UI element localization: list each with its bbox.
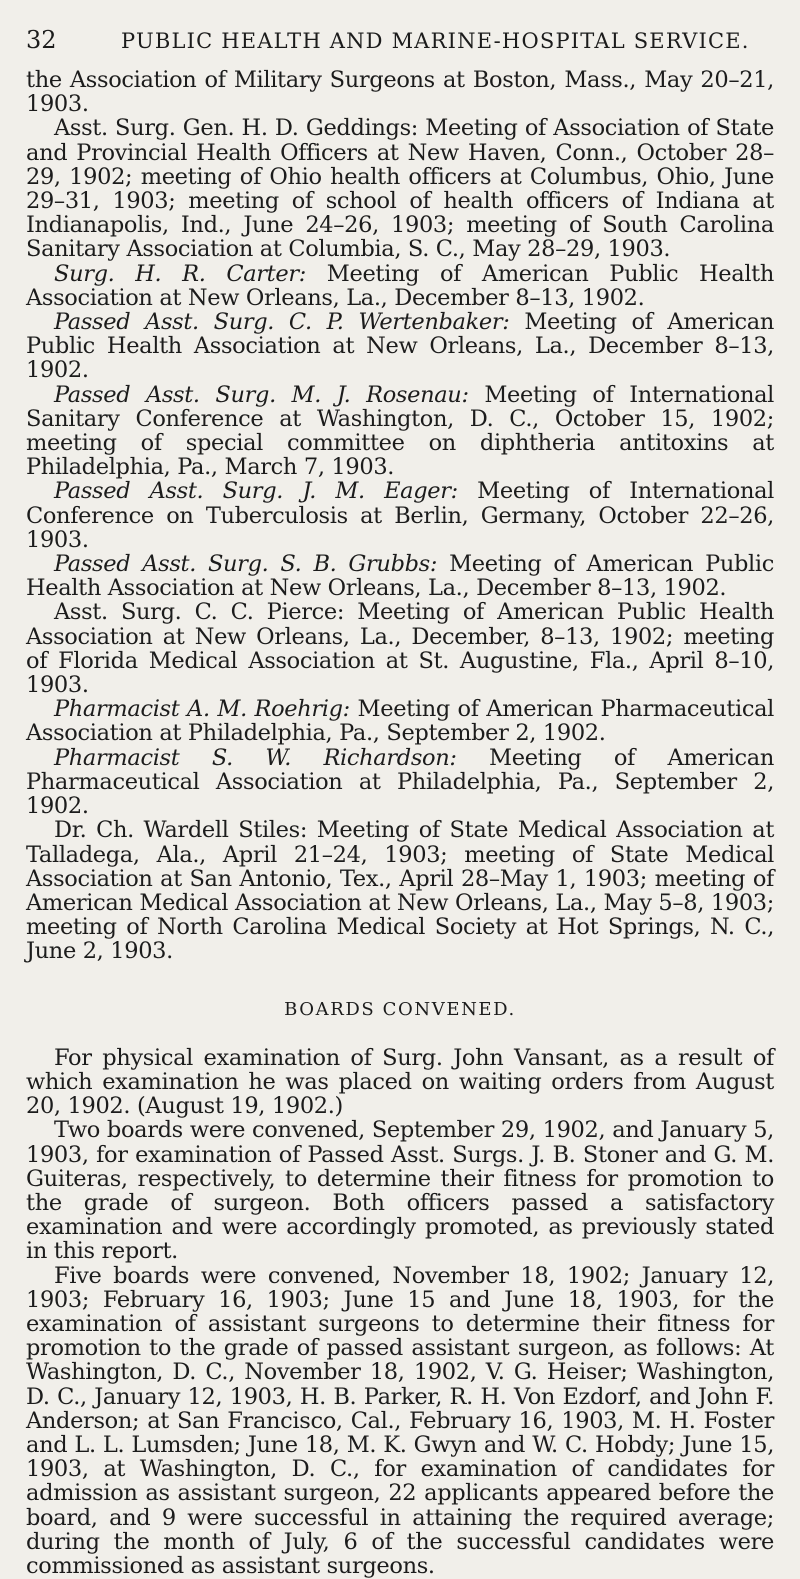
meeting-paragraph: [26, 310, 774, 383]
meeting-officer: Dr. Ch. Wardell Stiles:: [54, 817, 308, 844]
meeting-officer: Passed Asst. Surg. C. P. Wertenbaker:: [54, 309, 510, 336]
meeting-paragraph: [26, 262, 774, 310]
meeting-paragraph: [26, 600, 774, 697]
meeting-paragraph: [26, 479, 774, 552]
meeting-text: Meeting of State Medical Association at Talladega, Ala., April 21–24, 1903; meeting of State Medical Association at San Antonio, Tex., April 28–May 1, 1903; meeting of American Medical Association at New Orleans, La., May 5–8, 1903; meeting of North Carolina Medical Society at Hot Springs, N. C., June 2, 1903.: [26, 817, 775, 965]
board-paragraph: Two boards were convened, September 29, 1902, and January 5, 1903, for examination of Passed Asst. Surgs. J. B. Stoner and G. M. Guiteras, respectively, to determine their fitness for promotion to the grade of surgeon. Both officers passed a satisfactory examination and were accordingly promoted, as previously stated in this report.: [26, 1117, 774, 1265]
meeting-text: Meeting of American Public Health Association at New Orleans, La., December, 8–13, 1902; meeting of Florida Medical Association at St. Augustine, Fla., April 8–10, 1903.: [26, 599, 774, 699]
running-head: PUBLIC HEALTH AND MARINE-HOSPITAL SERVICE.: [121, 29, 750, 53]
meeting-text: Meeting of American Public Health Association at New Orleans, La., December 8–13, 1902.: [26, 551, 774, 602]
meeting-text: Meeting of American Public Health Association at New Orleans, La., December 8–13, 1902.: [26, 260, 774, 311]
meeting-paragraph: [26, 68, 774, 116]
meeting-text: Meeting of American Pharmaceutical Association at Philadelphia, Pa., September 2, 1902.: [26, 696, 774, 747]
meeting-text: Meeting of American Public Health Association at New Orleans, La., December 8–13, 1902.: [26, 309, 774, 384]
meeting-text: Meeting of International Sanitary Conference at Washington, D. C., October 15, 1902; meeting of special committee on diphtheria antitoxins at Philadelphia, Pa., March 7, 1903.: [26, 381, 774, 481]
meeting-paragraph: [26, 697, 774, 745]
meeting-officer: Passed Asst. Surg. S. B. Grubbs:: [54, 551, 438, 578]
meeting-officer: Passed Asst. Surg. M. J. Rosenau:: [54, 381, 469, 408]
body-text: [26, 68, 774, 1578]
section-heading: BOARDS CONVENED.: [284, 998, 516, 1020]
meeting-text: Meeting of American Pharmaceutical Association at Philadelphia, Pa., September 2, 1902.: [26, 744, 774, 820]
meeting-officer: Asst. Surg. Gen. H. D. Geddings:: [54, 115, 418, 142]
meeting-officer: Pharmacist S. W. Richardson:: [54, 744, 457, 771]
meeting-officer: Passed Asst. Surg. J. M. Eager:: [54, 478, 458, 505]
meeting-text: the Association of Military Surgeons at Boston, Mass., May 20–21, 1903.: [26, 67, 774, 118]
meeting-paragraph: [26, 383, 774, 480]
meeting-officer: Pharmacist A. M. Roehrig:: [54, 696, 350, 723]
board-paragraph: For physical examination of Surg. John Vansant, as a result of which examination he was placed on waiting orders from August 20, 1902. (August 19, 1902.): [26, 1044, 774, 1120]
meeting-paragraph: [26, 116, 774, 261]
page-number: 32: [26, 26, 57, 54]
page-header: [26, 26, 774, 68]
meeting-officer: Surg. H. R. Carter:: [54, 260, 306, 287]
meeting-paragraph: [26, 746, 774, 819]
meeting-text: Meeting of Association of State and Provincial Health Officers at New Haven, Conn., October 28–29, 1902; meeting of Ohio health officers at Columbus, Ohio, June 29–31, 1903; meeting of school of health officers of Indiana at Indianapolis, Ind., June 24–26, 1903; meeting of South Carolina Sanitary Association at Columbia, S. C., May 28–29, 1903.: [26, 115, 774, 263]
meeting-text: Meeting of International Conference on Tuberculosis at Berlin, Germany, October 22–26, 1903.: [26, 478, 774, 553]
meeting-officer: Asst. Surg. C. C. Pierce:: [54, 599, 345, 626]
meeting-paragraph: [26, 552, 774, 600]
board-paragraph: Five boards were convened, November 18, 1902; January 12, 1903; February 16, 1903; June 15 and June 18, 1903, for the examination of assistant surgeons to determine their fitness for promotion to the grade of passed assistant surgeon, as follows: At Washington, D. C., November 18, 1902, V. G. Heiser; Washington, D. C., January 12, 1903, H. B. Parker, R. H. Von Ezdorf, and John F. Anderson; at San Francisco, Cal., February 16, 1903, M. H. Foster and L. L. Lumsden; June 18, M. K. Gwyn and W. C. Hobdy; June 15, 1903, at Washington, D. C., for examination of candidates for admission as assistant surgeon, 22 applicants appeared before the board, and 9 were successful in attaining the required average; during the month of July, 6 of the successful candidates were commissioned as assistant surgeons.: [26, 1262, 774, 1579]
meeting-paragraph: [26, 818, 774, 963]
